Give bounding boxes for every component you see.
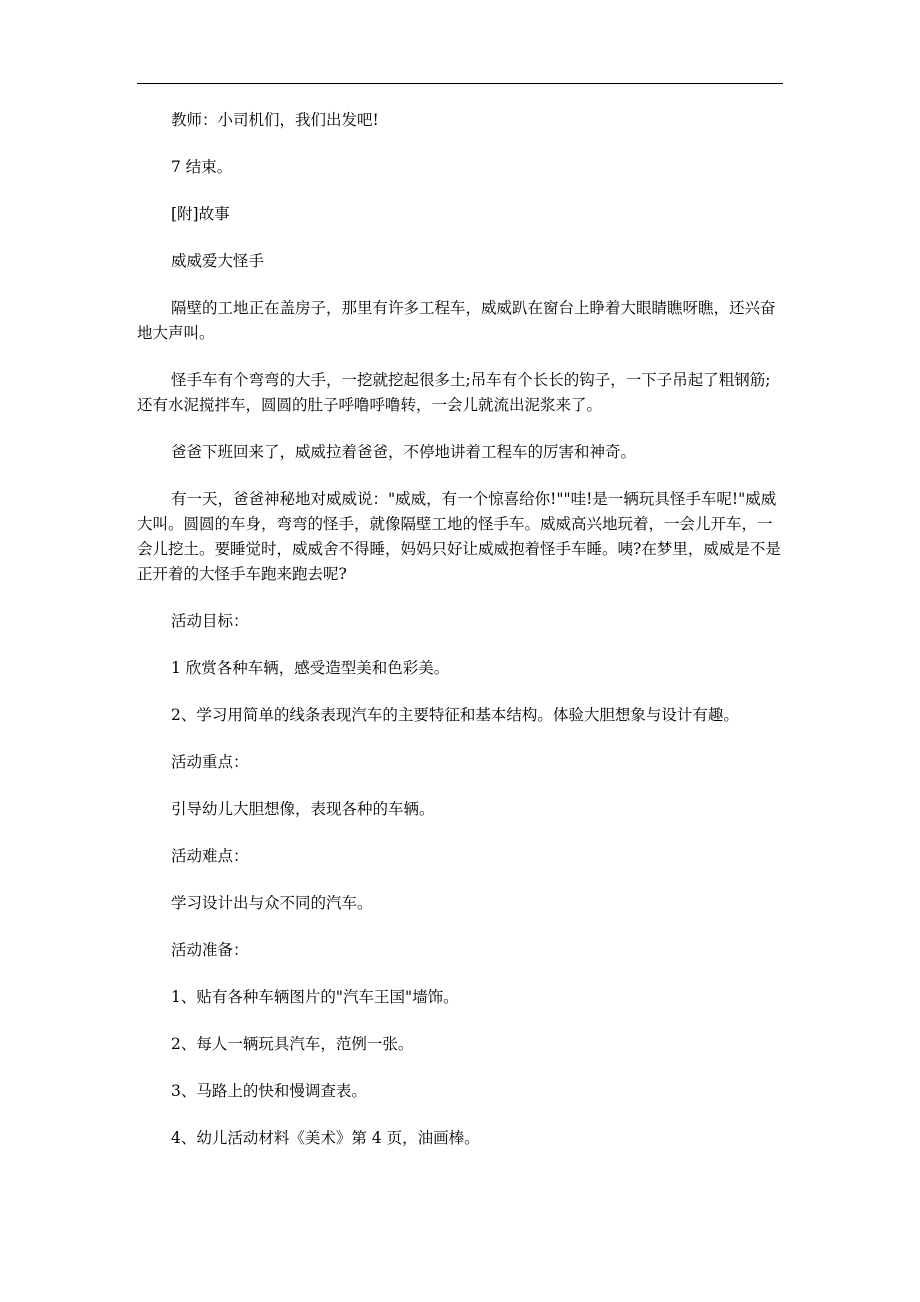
section-text: 引导幼儿大胆想像，表现各种的车辆。 <box>171 800 435 818</box>
story-paragraph: 怪手车有个弯弯的大手，一挖就挖起很多土;吊车有个长长的钩子，一下子吊起了粗钢筋;还有水泥搅拌车，圆圆的肚子呼噜呼噜转，一会儿就流出泥浆来了。 <box>137 371 771 414</box>
paragraph-teacher-line: 教师：小司机们，我们出发吧! <box>171 111 379 129</box>
section-text: 学习设计出与众不同的汽车。 <box>171 894 373 912</box>
story-paragraph: 隔壁的工地正在盖房子，那里有许多工程车，威威趴在窗台上睁着大眼睛瞧呀瞧，还兴奋地大声叫。 <box>137 299 776 342</box>
list-item: 3、马路上的快和慢调查表。 <box>171 1082 367 1100</box>
section-heading-focus: 活动重点： <box>171 753 249 771</box>
list-item: 2、学习用简单的线条表现汽车的主要特征和基本结构。体验大胆想象与设计有趣。 <box>171 706 739 724</box>
document-body <box>137 108 783 1173</box>
list-item: 1 欣赏各种车辆，感受造型美和色彩美。 <box>171 659 450 677</box>
list-item: 2、每人一辆玩具汽车，范例一张。 <box>171 1035 414 1053</box>
section-heading-difficulty: 活动难点： <box>171 847 249 865</box>
story-paragraph: 爸爸下班回来了，威威拉着爸爸，不停地讲着工程车的厉害和神奇。 <box>171 443 637 461</box>
section-heading-preparation: 活动准备： <box>171 941 249 959</box>
paragraph-step-end: 7 结束。 <box>171 158 233 176</box>
list-item: 1、贴有各种车辆图片的"汽车王国"墙饰。 <box>171 988 459 1006</box>
story-title: 威威爱大怪手 <box>171 252 265 270</box>
list-item: 4、幼儿活动材料《美术》第 4 页，油画棒。 <box>171 1129 480 1147</box>
header-rule <box>137 83 783 84</box>
story-paragraph: 有一天，爸爸神秘地对威威说："威威，有一个惊喜给你!""哇!是一辆玩具怪手车呢!"威威大叫。圆圆的车身，弯弯的怪手，就像隔壁工地的怪手车。威威高兴地玩着，一会儿开车，一会儿挖土。要睡觉时，威威舍不得睡，妈妈只好让威威抱着怪手车睡。咦?在梦里，威威是不是正开着的大怪手车跑来跑去呢? <box>137 490 781 583</box>
paragraph-appendix-heading: [附]故事 <box>171 205 230 223</box>
section-heading-goals: 活动目标： <box>171 612 249 630</box>
